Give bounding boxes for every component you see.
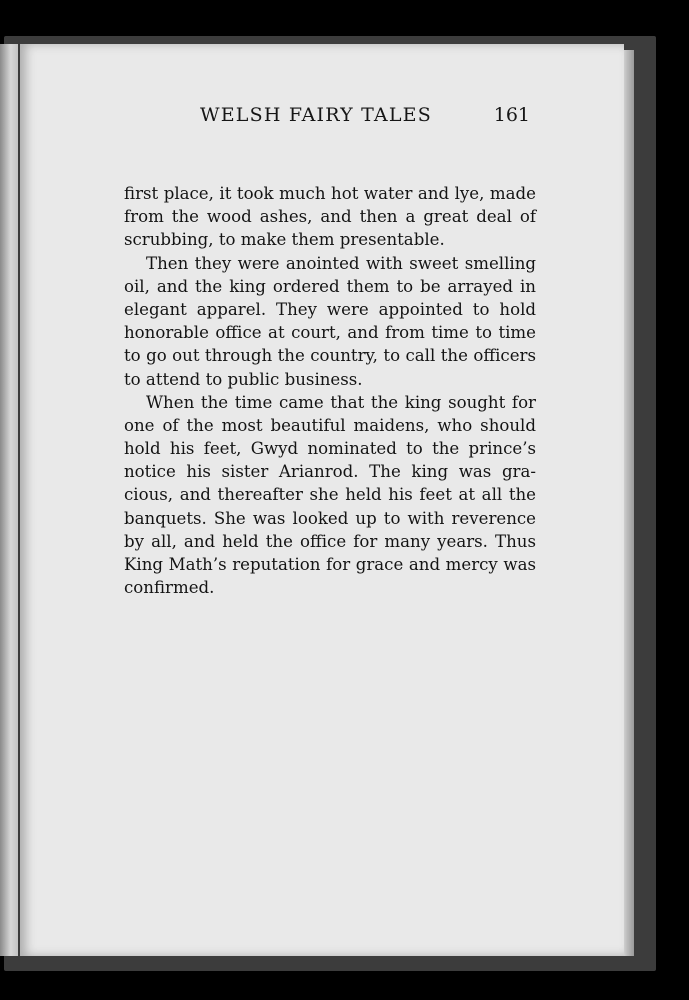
text-line: by all, and held the office for many years. Thus <box>124 531 536 551</box>
page-header <box>186 100 546 130</box>
running-title: WELSH FAIRY TALES <box>200 104 432 126</box>
text-line: banquets. She was looked up to with reverence <box>124 508 536 528</box>
text-line: hold his feet, Gwyd nominated to the prince’s <box>124 439 536 459</box>
text-line: scrubbing, to make them presentable. <box>124 230 445 250</box>
text-line: notice his sister Arianrod. The king was gra- <box>124 462 536 482</box>
text-line: oil, and the king ordered them to be arrayed in <box>124 276 536 296</box>
text-line: Then they were anointed with sweet smelling <box>146 253 536 273</box>
text-line: honorable office at court, and from time to time <box>124 323 536 343</box>
page-number: 161 <box>493 104 530 126</box>
text-line: to go out through the country, to call the officers <box>124 346 536 366</box>
text-line: to attend to public business. <box>124 369 363 389</box>
text-line: cious, and thereafter she held his feet at all the <box>124 485 536 505</box>
paragraph <box>124 182 536 252</box>
paragraph <box>124 391 536 600</box>
body-text <box>124 182 536 599</box>
text-line: first place, it took much hot water and lye, made <box>124 184 536 203</box>
text-line: confirmed. <box>124 578 215 598</box>
paragraph <box>124 252 536 391</box>
text-line: one of the most beautiful maidens, who should <box>124 415 536 435</box>
left-page-edge <box>0 44 18 956</box>
text-line: elegant apparel. They were appointed to hold <box>124 299 536 319</box>
text-line: When the time came that the king sought for <box>146 392 536 412</box>
text-line: King Math’s reputation for grace and mercy was <box>124 555 536 574</box>
text-line: from the wood ashes, and then a great deal of <box>124 207 536 227</box>
